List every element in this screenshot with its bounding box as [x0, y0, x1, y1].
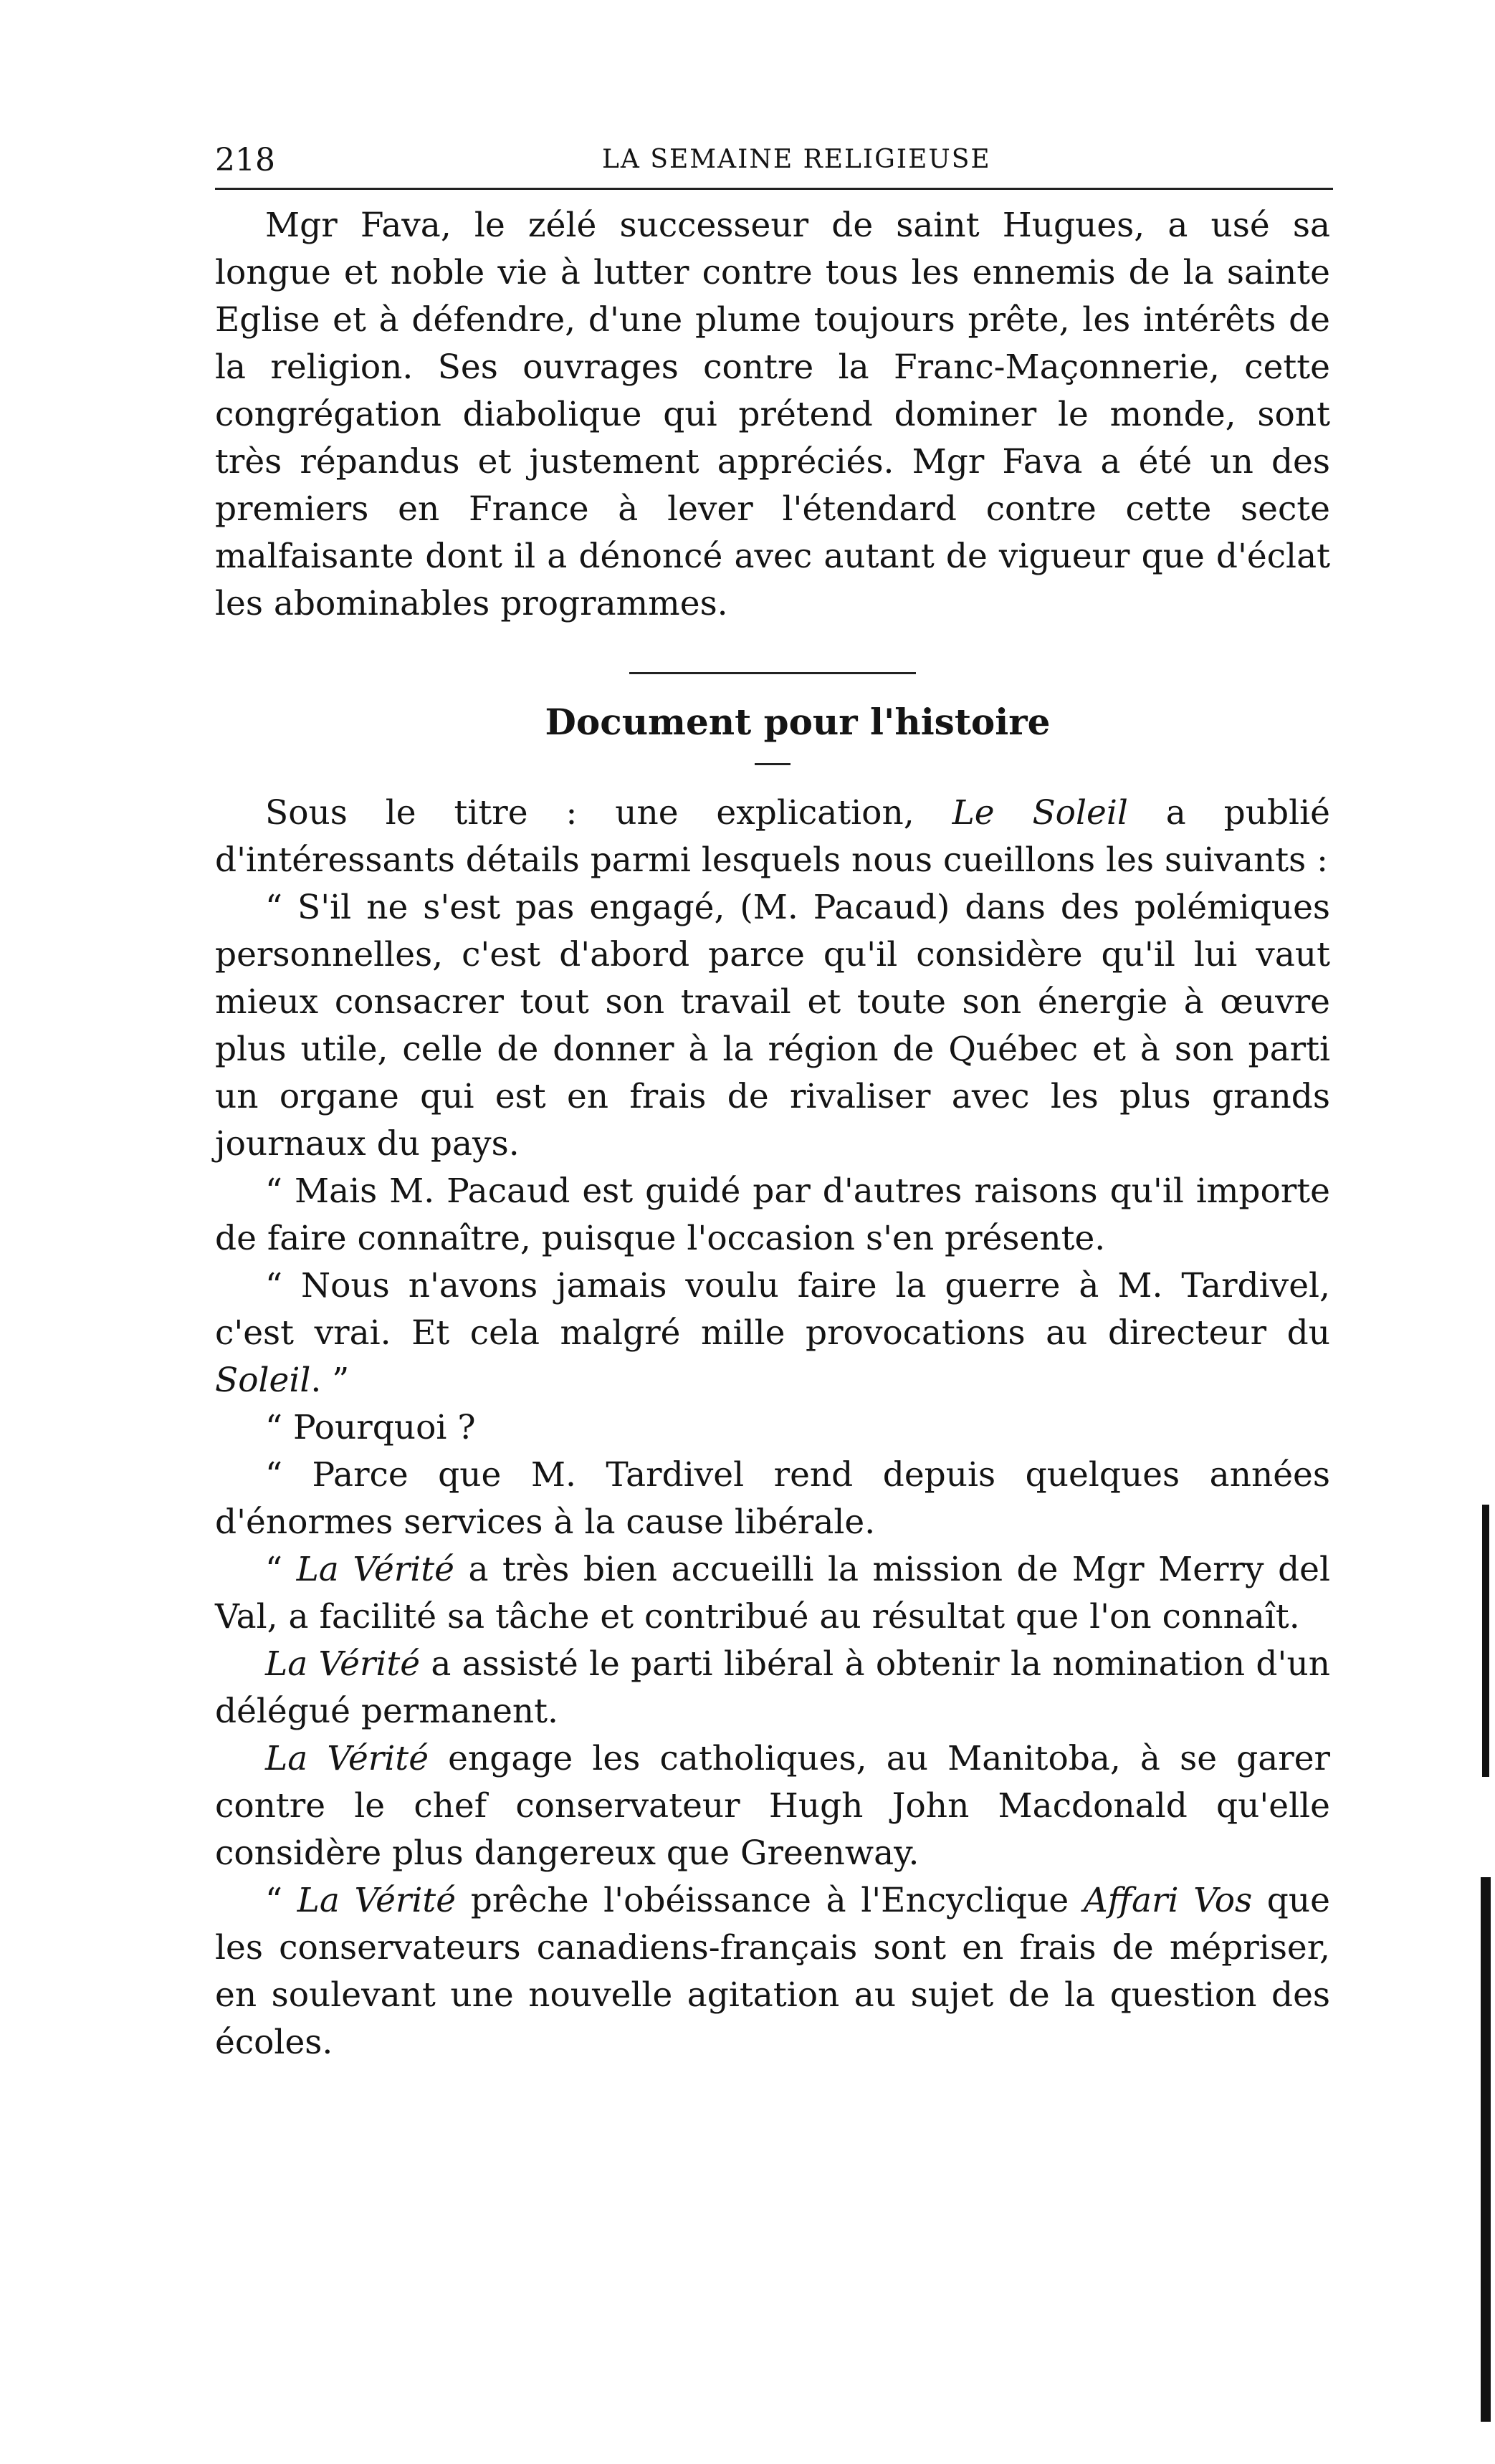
paragraph: “ Pourquoi ?	[265, 1408, 476, 1447]
page-number: 218	[215, 142, 275, 178]
paragraph: La Vérité engage les catholiques, au Manitoba, à se garer contre le chef conservateur Hugh John Macdonald qu'elle considère plus dangereux que Greenway.	[215, 1739, 1330, 1873]
paragraph: La Vérité a assisté le parti libéral à obtenir la nomination d'un délégué permanent.	[215, 1644, 1330, 1731]
paragraph: “ La Vérité a très bien accueilli la mission de Mgr Merry del Val, a facilité sa tâche et contribué au résultat que l'on connaît.	[215, 1550, 1331, 1636]
section-body	[215, 790, 1330, 2066]
header-rule	[215, 188, 1333, 190]
scan-edge-mark	[1482, 1505, 1489, 1777]
paragraph: “ Mais M. Pacaud est guidé par d'autres raisons qu'il importe de faire connaître, puisque l'occasion s'en présente.	[215, 1171, 1330, 1258]
body-text	[215, 202, 1330, 2066]
running-title: LA SEMAINE RELIGIEUSE	[602, 145, 991, 174]
paragraph: “ Parce que M. Tardivel rend depuis quelques années d'énormes services à la cause libérale.	[215, 1455, 1330, 1542]
intro-paragraph: Mgr Fava, le zélé successeur de saint Hugues, a usé sa longue et noble vie à lutter contre tous les ennemis de la sainte Eglise et à défendre, d'une plume toujours prête, les intérêts de la religion. Ses ouvrages contre la Franc-Maçonnerie, cette congrégation diabolique qui prétend dominer le monde, sont très répandus et justement appréciés. Mgr Fava a été un des premiers en France à lever l'étendard contre cette secte malfaisante dont il a dénoncé avec autant de vigueur que d'éclat les abominables programmes.	[215, 206, 1330, 623]
section-title: Document pour l'histoire	[545, 701, 1051, 743]
paragraph: “ S'il ne s'est pas engagé, (M. Pacaud) dans des polémiques personnelles, c'est d'abord parce qu'il considère qu'il lui vaut mieux consacrer tout son travail et toute son énergie à œuvre plus utile, celle de donner à la région de Québec et à son parti un organe qui est en frais de rivaliser avec les plus grands journaux du pays.	[215, 888, 1330, 1164]
title-dash	[755, 763, 791, 765]
paragraph: Sous le titre : une explication, Le Soleil a publié d'intéressants détails parmi lesquels nous cueillons les suivants :	[215, 793, 1331, 880]
paragraph: “ Nous n'avons jamais voulu faire la guerre à M. Tardivel, c'est vrai. Et cela malgré mille provocations au directeur du Soleil. ”	[215, 1266, 1330, 1400]
paragraph: “ La Vérité prêche l'obéissance à l'Encyclique Affari Vos que les conservateurs canadiens-français sont en frais de mépriser, en soulevant une nouvelle agitation au sujet de la question des écoles.	[215, 1881, 1330, 2062]
running-head	[215, 128, 1333, 185]
section-divider	[629, 672, 916, 674]
scan-edge-mark	[1481, 1877, 1491, 2422]
